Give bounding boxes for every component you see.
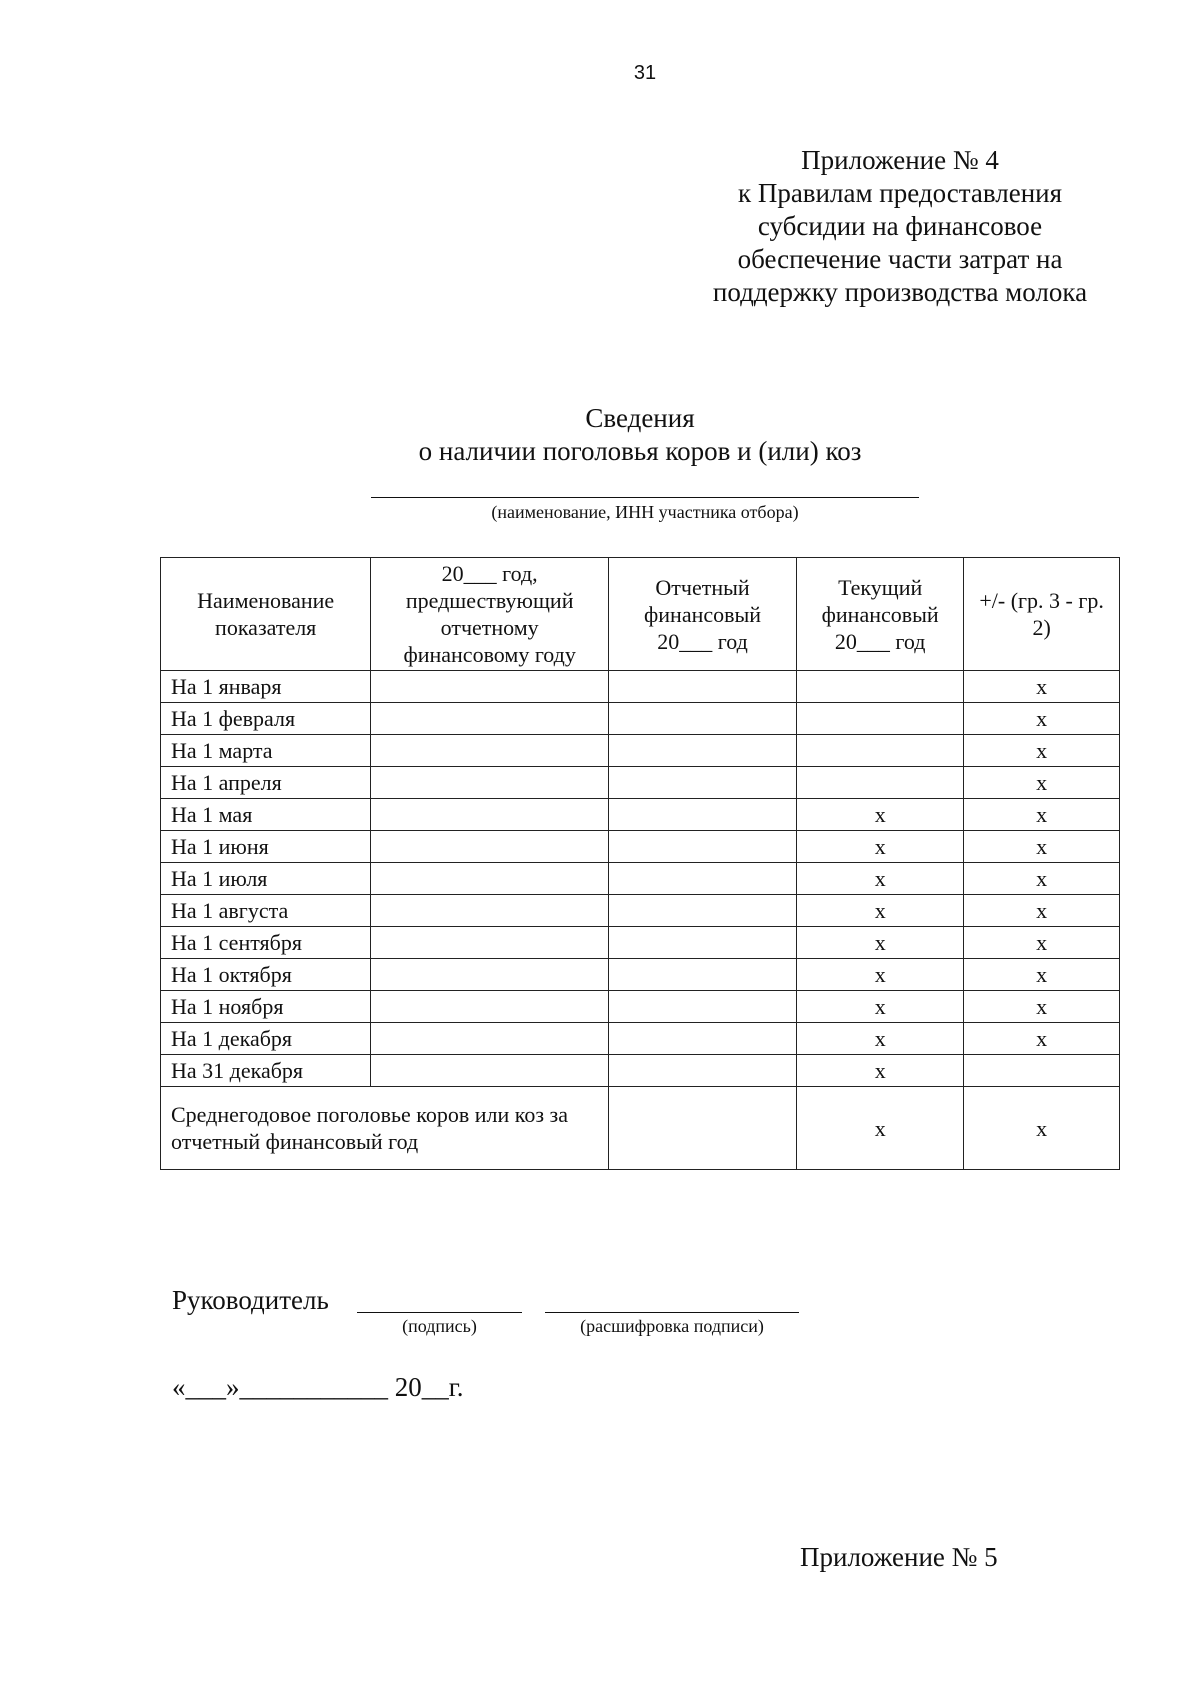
appendix-line: к Правилам предоставления <box>737 178 1063 208</box>
cell-previous-year <box>371 895 609 927</box>
cell-reporting-year <box>608 799 796 831</box>
cell-current-year <box>797 735 964 767</box>
cell-difference: x <box>964 671 1120 703</box>
signature-line <box>357 1312 522 1313</box>
cell-reporting-year <box>608 767 796 799</box>
cell-current-year: x <box>797 1023 964 1055</box>
cell-previous-year <box>371 959 609 991</box>
date-line: «___»___________ 20__г. <box>172 1372 464 1402</box>
cell-difference: x <box>964 767 1120 799</box>
row-label: На 1 мая <box>161 799 371 831</box>
cell-previous-year <box>371 991 609 1023</box>
cell-difference: x <box>964 831 1120 863</box>
row-label: На 1 июня <box>161 831 371 863</box>
cell-current-year <box>797 703 964 735</box>
cell-previous-year <box>371 1055 609 1087</box>
cell-current-year: x <box>797 799 964 831</box>
row-label: На 1 августа <box>161 895 371 927</box>
cell-previous-year <box>371 863 609 895</box>
table-row <box>161 927 1120 959</box>
cell-current-year: x <box>797 895 964 927</box>
table-header-row <box>161 558 1120 671</box>
next-appendix-heading: Приложение № 5 <box>800 1542 998 1572</box>
cell-current-year <box>797 671 964 703</box>
table-row <box>161 1055 1120 1087</box>
cell-reporting-year <box>608 863 796 895</box>
average-row-label: Среднегодовое поголовье коров или коз за отчетный финансовый год <box>161 1087 609 1170</box>
cell-reporting-year <box>608 1023 796 1055</box>
participant-caption: (наименование, ИНН участника отбора) <box>491 502 799 522</box>
cell-current-year: x <box>797 959 964 991</box>
cell-previous-year <box>371 671 609 703</box>
cell-current-year: x <box>797 1055 964 1087</box>
signature-label: Руководитель <box>172 1285 329 1315</box>
cell-difference: x <box>964 799 1120 831</box>
cell-reporting-year <box>608 1087 796 1170</box>
row-label: На 1 февраля <box>161 703 371 735</box>
cell-reporting-year <box>608 991 796 1023</box>
cell-current-year: x <box>797 927 964 959</box>
row-label: На 1 ноября <box>161 991 371 1023</box>
appendix-line: Приложение № 4 <box>801 145 999 175</box>
cell-reporting-year <box>608 1055 796 1087</box>
header-difference: +/- (гр. 3 - гр. 2) <box>964 558 1120 671</box>
cell-reporting-year <box>608 831 796 863</box>
cell-difference: x <box>964 895 1120 927</box>
row-label: На 1 марта <box>161 735 371 767</box>
cell-previous-year <box>371 735 609 767</box>
cell-previous-year <box>371 703 609 735</box>
cell-previous-year <box>371 831 609 863</box>
cell-difference: x <box>964 991 1120 1023</box>
cell-difference: x <box>964 703 1120 735</box>
cell-previous-year <box>371 799 609 831</box>
header-indicator: Наименование показателя <box>161 558 371 671</box>
cell-difference: x <box>964 1023 1120 1055</box>
page-number: 31 <box>633 62 657 84</box>
row-label: На 1 апреля <box>161 767 371 799</box>
participant-name-line <box>371 497 919 498</box>
signature-caption: (подпись) <box>402 1316 477 1336</box>
cell-reporting-year <box>608 671 796 703</box>
header-reporting-year: Отчетный финансовый 20___ год <box>608 558 796 671</box>
cell-current-year: x <box>797 991 964 1023</box>
table-row <box>161 735 1120 767</box>
row-label: На 31 декабря <box>161 1055 371 1087</box>
appendix-line: поддержку производства молока <box>712 277 1088 307</box>
row-label: На 1 июля <box>161 863 371 895</box>
table-row <box>161 959 1120 991</box>
cell-reporting-year <box>608 735 796 767</box>
appendix-header <box>690 144 1110 309</box>
cell-current-year <box>797 767 964 799</box>
cell-difference: x <box>964 959 1120 991</box>
cell-reporting-year <box>608 927 796 959</box>
table-row <box>161 1023 1120 1055</box>
row-label: На 1 января <box>161 671 371 703</box>
cell-current-year: x <box>797 863 964 895</box>
title-subheading: о наличии поголовья коров и (или) коз <box>418 436 862 466</box>
livestock-table <box>160 557 1120 1170</box>
table-row <box>161 991 1120 1023</box>
row-label: На 1 сентября <box>161 927 371 959</box>
table-row <box>161 703 1120 735</box>
table-row <box>161 767 1120 799</box>
cell-current-year: x <box>797 831 964 863</box>
table-row <box>161 863 1120 895</box>
cell-previous-year <box>371 767 609 799</box>
table-row <box>161 831 1120 863</box>
row-label: На 1 октября <box>161 959 371 991</box>
cell-reporting-year <box>608 703 796 735</box>
cell-difference: x <box>964 863 1120 895</box>
table-row <box>161 895 1120 927</box>
average-row <box>161 1087 1120 1170</box>
cell-difference: x <box>964 1087 1120 1170</box>
header-current-year: Текущий финансовый 20___ год <box>797 558 964 671</box>
cell-current-year: x <box>797 1087 964 1170</box>
signature-decode-line <box>545 1312 799 1313</box>
table-row <box>161 671 1120 703</box>
table-row <box>161 799 1120 831</box>
header-previous-year: 20___ год, предшествующий отчетному финансовому году <box>371 558 609 671</box>
signature-decode-caption: (расшифровка подписи) <box>580 1316 764 1336</box>
title-heading: Сведения <box>585 403 695 433</box>
cell-difference <box>964 1055 1120 1087</box>
cell-previous-year <box>371 927 609 959</box>
cell-reporting-year <box>608 959 796 991</box>
row-label: На 1 декабря <box>161 1023 371 1055</box>
cell-difference: x <box>964 735 1120 767</box>
appendix-line: субсидии на финансовое <box>757 211 1043 241</box>
document-title <box>380 402 900 468</box>
cell-reporting-year <box>608 895 796 927</box>
appendix-line: обеспечение части затрат на <box>737 244 1063 274</box>
cell-difference: x <box>964 927 1120 959</box>
cell-previous-year <box>371 1023 609 1055</box>
